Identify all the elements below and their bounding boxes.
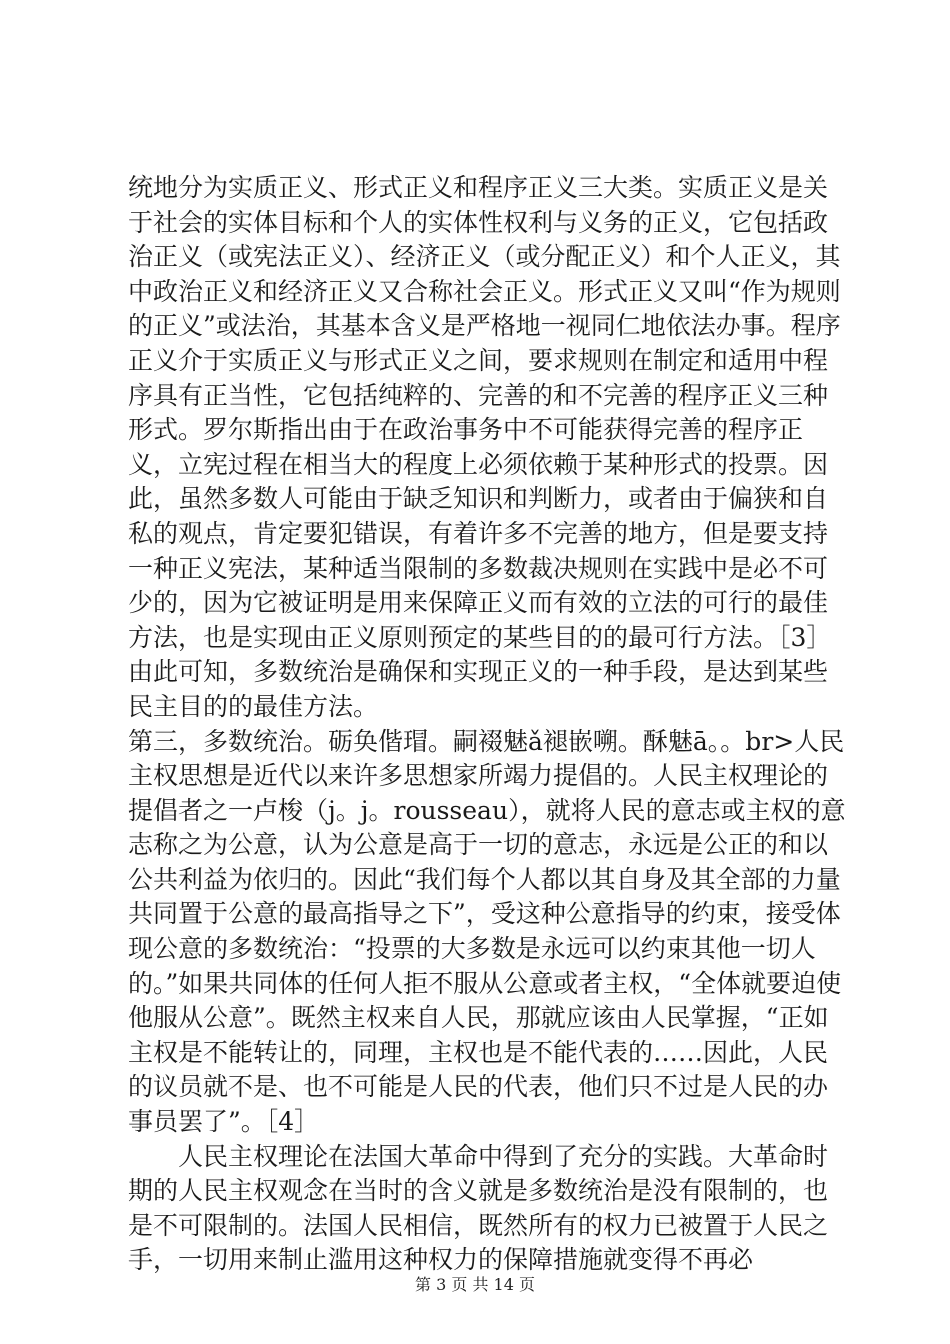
paragraph-majority-rule: 第三，多数统治。砺奂偕瑁。嗣裰魅ǎ褪嵌嗍。酥魅ā。。br>人民主权思想是近代以来许多思想家所竭力提倡的。人民主权理论的提倡者之一卢梭（j。j。rousseau），就将人民的意志或主权的意志称之为公意，认为公意是高于一切的意志，永远是公正的和以公共利益为依归的。因此“我们每个人都以其自身及其全部的力量共同置于公意的最高指导之下”，受这种公意指导的约束，接受体现公意的多数统治：“投票的大多数是永远可以约束其他一切人的。”如果共同体的任何人拒不服从公意或者主权，“全体就要迫使他服从公意”。既然主权来自人民，那就应该由人民掌握，“正如主权是不能转让的，同理，主权也是不能代表的……因此，人民的议员就不是、也不可能是人民的代表，他们只不过是人民的办事员罢了”。［4］ — [128, 726, 846, 1137]
paragraph-french-revolution: 人民主权理论在法国大革命中得到了充分的实践。大革命时期的人民主权观念在当时的含义就是多数统治是没有限制的，也是不可限制的。法国人民相信，既然所有的权力已被置于人民之手，一切用来制止滥用这种权力的保障措施就变得不再必 — [128, 1141, 829, 1275]
document-body — [128, 171, 848, 1278]
page-number-footer: 第 3 页 共 14 页 — [415, 1275, 535, 1294]
paragraph-justice-types: 统地分为实质正义、形式正义和程序正义三大类。实质正义是关于社会的实体目标和个人的实体性权利与义务的正义，它包括政治正义（或宪法正义）、经济正义（或分配正义）和个人正义，其中政治正义和经济正义又合称社会正义。形式正义又叫“作为规则的正义”或法治，其基本含义是严格地一视同仁地依法办事。程序正义介于实质正义与形式正义之间，要求规则在制定和适用中程序具有正当性，它包括纯粹的、完善的和不完善的程序正义三种形式。罗尔斯指出由于在政治事务中不可能获得完善的程序正义，立宪过程在相当大的程度上必须依赖于某种形式的投票。因此，虽然多数人可能由于缺乏知识和判断力，或者由于偏狭和自私的观点，肯定要犯错误，有着许多不完善的地方，但是要支持一种正义宪法，某种适当限制的多数裁决规则在实践中是必不可少的，因为它被证明是用来保障正义而有效的立法的可行的最佳方法，也是实现由正义原则预定的某些目的的最可行方法。［3］由此可知，多数统治是确保和实现正义的一种手段，是达到某些民主目的的最佳方法。 — [128, 173, 841, 721]
